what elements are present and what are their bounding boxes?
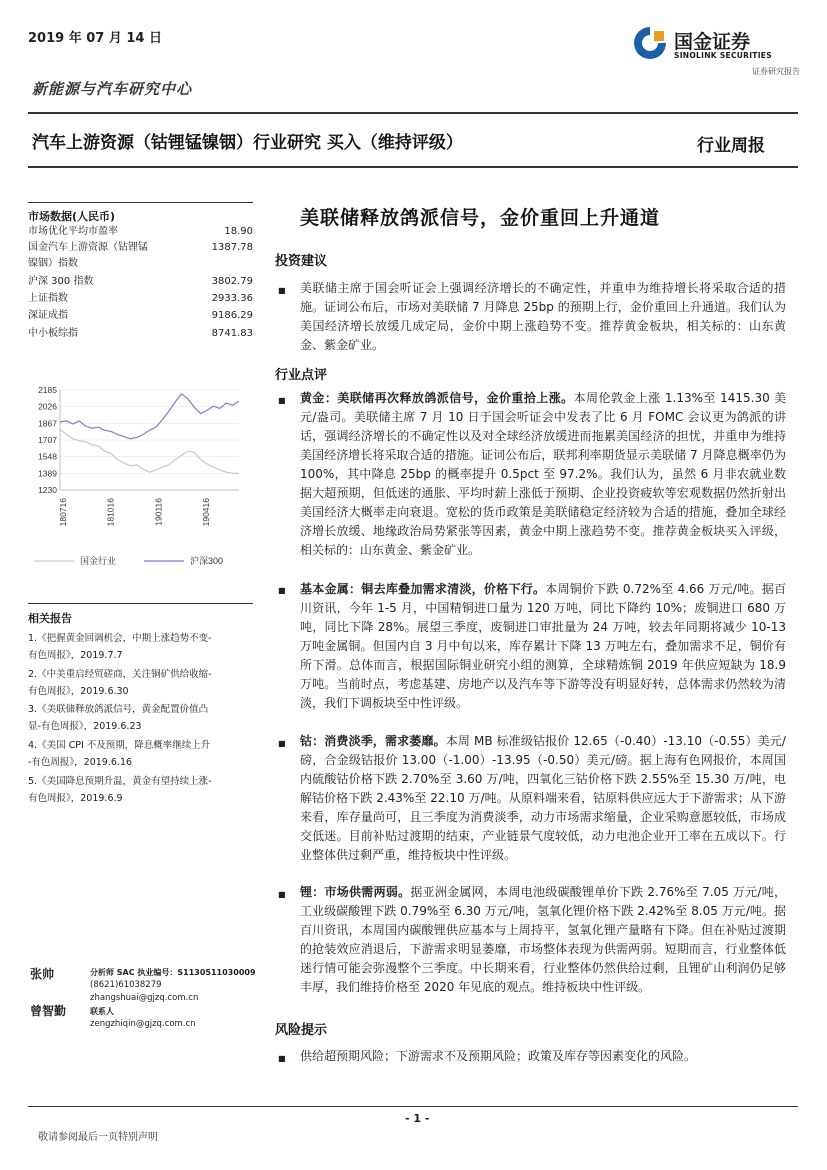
- y-tick-label: 1548: [38, 451, 57, 462]
- bullet-icon: ■: [278, 1054, 286, 1063]
- divider: [28, 603, 253, 604]
- x-tick-label: 190416: [201, 498, 212, 527]
- related-line: 显-有色周报》，2019.6.23: [28, 721, 142, 732]
- author-name: 曾智勤: [30, 1004, 67, 1018]
- section-heading: 投资建议: [275, 254, 328, 269]
- market-row: [28, 224, 253, 239]
- related-line: 2.《中美重启经贸磋商，关注铜矿供给收缩-: [28, 669, 212, 680]
- related-item[interactable]: [28, 666, 268, 700]
- market-row: [28, 291, 253, 306]
- paragraph-head: 锂：市场供需两弱。: [300, 885, 411, 899]
- market-label: 中小板综指: [28, 328, 78, 339]
- report-date: 2019 年 07 月 14 日: [28, 31, 162, 46]
- related-line: 3.《美联储释放鸽派信号，黄金配置价值凸: [28, 704, 209, 715]
- paragraph-head: 钴：消费淡季，需求萎靡。: [300, 734, 446, 748]
- paragraph: [300, 580, 786, 713]
- author-email[interactable]: zengzhiqin@gjzq.com.cn: [90, 1019, 196, 1029]
- market-data-title: 市场数据(人民币): [28, 210, 116, 223]
- paragraph: 美联储主席于国会听证会上强调经济增长的不确定性，并重申为维持增长将采取合适的措施。证词公布后，市场对美联储 7 月降息 25bp 的预期上行，金价重回上升通道。我们认为美国经济增长放缓几成定局，金价中期上涨趋势不变。推荐黄金板块，相关标的：山东黄金、紫金矿业。: [300, 281, 786, 352]
- research-center: 新能源与汽车研究中心: [32, 80, 193, 98]
- y-tick-label: 1867: [38, 418, 57, 429]
- paragraph: [300, 389, 786, 560]
- paragraph: [300, 883, 786, 997]
- author-email[interactable]: zhangshuai@gjzq.com.cn: [90, 993, 199, 1003]
- bullet-icon: ■: [278, 586, 286, 595]
- paragraph: 供给超预期风险；下游需求不及预期风险；政策及库存等因素变化的风险。: [300, 1049, 697, 1063]
- author-name: 张帅: [30, 967, 55, 981]
- market-value: 9186.29: [211, 310, 253, 321]
- market-value: 2933.36: [211, 293, 253, 304]
- paragraph-body: 本周伦敦金上涨 1.13%至 1415.30 美元/盎司。美联储主席 7 月 10 日于国会听证会中发表了比 6 月 FOMC 会议更为鸽派的讲话，强调经济增长的不确定性以及对全球经济放缓进而拖累美国经济的担忧，并重申为维持美国经济增长将采取合适的措施。证词公布后，联邦利率期货显示美联储 7 月降息概率仍为 100%，其中降息 25bp 的概率提升 0.5pct 至 97.2%。我们认为，虽然 6 月非农就业数据大超预期，但低迷的通胀、平均时薪上涨低于预期、企业投资疲软等宏观数据仍然折射出美国经济大概率走向衰退。宽松的货币政策是美联储稳定经济较为合适的措施，叠加全球经济增长放缓、地缘政治局势紧张等因素，黄金中期上涨趋势不变。推荐黄金板块买入评级，相关标的：山东黄金、紫金矿业。: [300, 391, 786, 557]
- y-tick-label: 1389: [38, 468, 57, 479]
- market-value: 3802.79: [211, 276, 253, 287]
- related-item[interactable]: [28, 773, 268, 807]
- market-row: [28, 274, 253, 289]
- paragraph-body: 本周 MB 标准级钴报价 12.65（-0.40）-13.10（-0.55）美元/磅，合金级钴报价 13.00（-1.00）-13.95（-0.50）美元/磅。据上海有色网报价，本周国内硫酸钴价格下跌 2.70%至 3.60 万/吨，四氧化三钴价格下跌 2.55%至 15.30 万/吨，电解钴价格下跌 2.43%至 22.10 万/吨。从原料端来看，钴原料供应远大于下游需求；从下游来看，库存量尚可，且三季度为消费淡季，动力市场需求缩量，企业采购意愿较低，市场成交低迷。目前补贴过渡期的结束，产业链景气度较低，动力电池企业开工率在五成以下。行业整体供过剩严重，维持板块中性评级。: [300, 734, 786, 862]
- bullet-icon: ■: [278, 890, 286, 899]
- series-line: [60, 394, 239, 439]
- author-role: 联系人: [90, 1007, 114, 1016]
- series-line: [60, 429, 239, 473]
- market-row: [28, 326, 253, 341]
- paragraph-head: 基本金属：铜去库叠加需求清淡，价格下行。: [300, 582, 546, 596]
- x-tick-label: 181016: [105, 498, 116, 527]
- related-item[interactable]: [28, 737, 268, 771]
- bullet-icon: ■: [278, 396, 286, 405]
- paragraph-body: 据亚洲金属网，本周电池级碳酸锂单价下跌 2.76%至 7.05 万元/吨，工业级碳酸锂下跌 0.79%至 6.30 万元/吨，氢氧化锂价格下跌 2.42%至 8.05 万元/吨。据百川资讯，本周国内碳酸锂供应基本与上周持平，氢氧化锂产量略有下降。但在补贴过渡期的抢装效应消退后，下游需求明显萎靡，市场整体表现为供需两弱。短期而言，行业整体低迷行情可能会弥漫整个三季度。中长期来看，行业整体仍然供给过剩，且锂矿山利润仍足够丰厚，我们维持价格至 2020 年见底的观点。维持板块中性评级。: [300, 885, 786, 994]
- related-title: 相关报告: [28, 612, 72, 625]
- paragraph: [300, 732, 786, 865]
- market-value: 8741.83: [211, 328, 253, 339]
- market-label: 国金汽车上游资源（钴锂锰: [28, 242, 148, 253]
- market-label: 上证指数: [28, 293, 68, 304]
- related-line: -有色周报》，2019.6.16: [28, 757, 133, 768]
- paragraph-head: 黄金：美联储再次释放鸽派信号，金价重拾上涨。: [300, 391, 574, 405]
- section-heading: 行业点评: [275, 368, 328, 383]
- x-tick-label: 180716: [58, 498, 68, 527]
- y-tick-label: 2185: [38, 385, 57, 395]
- logo-mark-icon: [632, 25, 668, 61]
- author-role: 分析师 SAC 执业编号：S1130511030009: [90, 968, 256, 977]
- related-line: 5.《美国降息预期升温，黄金有望持续上涨-: [28, 776, 212, 787]
- report-title: 汽车上游资源（钴锂锰镍铟）行业研究 买入（维持评级）: [32, 133, 463, 153]
- related-line: 1.《把握黄金回调机会，中期上涨趋势不变-: [28, 633, 212, 644]
- logo-en: SINOLINK SECURITIES: [674, 51, 772, 60]
- logo-subtitle: 证券研究报告: [752, 67, 800, 76]
- related-item[interactable]: [28, 701, 268, 735]
- market-row: [28, 308, 253, 323]
- market-row: [28, 240, 253, 255]
- divider: [28, 202, 253, 203]
- page-number: - 1 -: [405, 1112, 430, 1125]
- market-label: 深证成指: [28, 310, 68, 321]
- market-label: 镍铟）指数: [28, 258, 78, 269]
- footer-note: 敬请参阅最后一页特别声明: [38, 1132, 158, 1143]
- market-value: 1387.78: [211, 242, 253, 253]
- legend-label: 沪深300: [190, 556, 224, 566]
- market-label: 市场优化平均市盈率: [28, 226, 118, 237]
- divider: [28, 166, 798, 168]
- related-line: 有色周报》，2019.6.30: [28, 686, 129, 697]
- section-heading: 风险提示: [275, 1023, 328, 1038]
- market-value: 18.90: [224, 226, 253, 237]
- bullet-icon: ■: [278, 286, 286, 295]
- market-label: 沪深 300 指数: [28, 276, 94, 287]
- y-tick-label: 2026: [38, 401, 57, 412]
- related-line: 有色周报》，2019.7.7: [28, 650, 123, 661]
- market-row: [28, 256, 253, 271]
- bullet-icon: ■: [278, 739, 286, 748]
- logo-cn: 国金证券: [674, 31, 751, 53]
- divider: [28, 1106, 798, 1107]
- related-line: 有色周报》，2019.6.9: [28, 793, 123, 804]
- index-chart: [24, 380, 254, 580]
- author-phone: (8621)61038279: [90, 980, 162, 990]
- divider: [28, 112, 798, 114]
- related-line: 4.《美国 CPI 不及预期，降息概率继续上升: [28, 740, 211, 751]
- report-type: 行业周报: [697, 136, 765, 156]
- x-tick-label: 190116: [153, 498, 164, 526]
- y-tick-label: 1230: [38, 485, 57, 495]
- y-tick-label: 1707: [38, 435, 57, 446]
- legend-label: 国金行业: [80, 556, 117, 566]
- main-title: 美联储释放鸽派信号，金价重回上升通道: [300, 207, 661, 229]
- paragraph-body: 本周铜价下跌 0.72%至 4.66 万元/吨。据百川资讯，今年 1-5 月，中国精铜进口量为 120 万吨，同比下降约 10%；废铜进口 680 万吨，同比下降 28%。展望三季度，废铜进口审批量为 24 万吨，较去年同期将减少 10-13 万吨金属铜。但国内自 3 月中旬以来，库存累计下降 13 万吨左右，叠加需求不足，铜价有所下滑。总体而言，根据国际铜业研究小组的测算，全球精炼铜 2019 年供应短缺为 18.9 万吨。当前时点，考虑基建、房地产以及汽车等下游等没有明显好转，总体需求仍然较为清淡，我们下调板块至中性评级。: [300, 582, 786, 710]
- related-item[interactable]: [28, 630, 268, 664]
